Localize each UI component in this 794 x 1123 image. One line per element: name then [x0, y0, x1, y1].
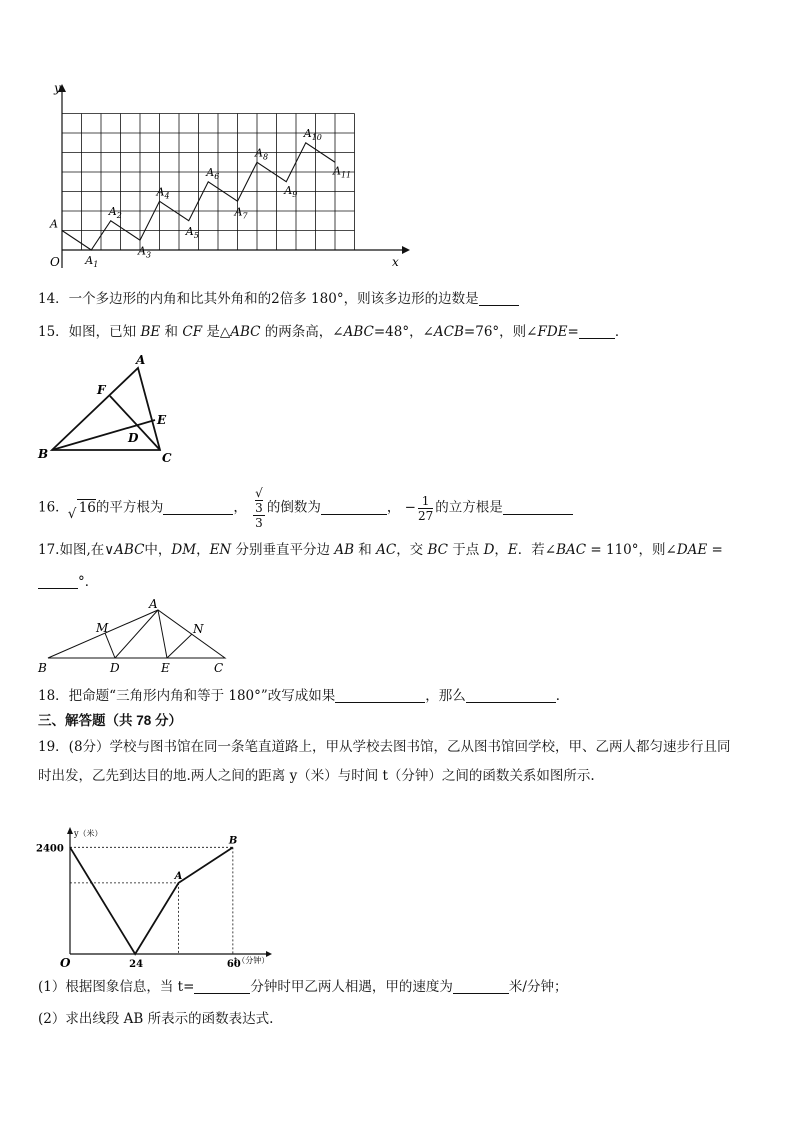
q16-blank-3[interactable] — [503, 500, 573, 515]
q17-label-m: M — [96, 621, 109, 635]
q16-fraction-1: √ 3 3 — [255, 486, 263, 530]
grid-point-label-a1: $A_1$ — [85, 254, 99, 269]
grid-point-label-a11: $A_{11}$ — [333, 164, 352, 180]
x-axis-arrow — [402, 246, 410, 254]
q15-answer-blank[interactable] — [579, 324, 615, 339]
q17-label-n: N — [193, 622, 204, 636]
grid-point-label-a10: $A_{10}$ — [303, 126, 322, 142]
question-18: 18．把命题“三角形内角和等于 180°”改写成如果 ，那么 ． — [38, 688, 570, 704]
grid-point-label-a4: $A_4$ — [156, 185, 170, 201]
q16-sqrt: √ 16 — [67, 499, 96, 522]
x-tick-label-60: 60 — [226, 959, 241, 970]
origin-label: O — [50, 255, 60, 269]
grid-figure — [40, 78, 420, 273]
q16-blank-2[interactable] — [321, 500, 387, 515]
chart-x-label: t（分钟） — [234, 956, 270, 965]
point-label-b: B — [228, 835, 238, 847]
q15-label-a: A — [136, 353, 146, 367]
chart-series-line — [70, 847, 233, 954]
q15-label-c: C — [162, 451, 172, 465]
q17-label-e: E — [161, 661, 170, 675]
q17-triangle-figure — [30, 596, 240, 678]
q15-label-d: D — [128, 431, 139, 445]
section-3-title: 三、解答题（共 78 分） — [38, 713, 183, 728]
question-17-line2: °． — [38, 572, 98, 592]
q17-label-b: B — [38, 661, 47, 675]
grid-point-label-a: A — [50, 217, 58, 231]
grid-point-label-a6: $A_6$ — [206, 165, 220, 181]
q17-answer-blank[interactable] — [38, 574, 78, 589]
q14-answer-blank[interactable] — [479, 291, 519, 306]
q15-label-b: B — [38, 447, 49, 461]
question-14 — [38, 289, 519, 309]
grid-point-label-a2: $A_2$ — [108, 204, 122, 220]
q16-blank-1[interactable] — [163, 500, 233, 515]
question-15: 15．如图，已知 BE 和 CF 是△ABC 的两条高，∠ABC=48°，∠ACB=76°，则∠FDE= ． — [38, 324, 629, 340]
q14-text: 14．一个多边形的内角和比其外角和的2倍多 180°，则该多边形的边数是 — [38, 291, 479, 307]
x-tick-label-24: 24 — [129, 959, 144, 970]
question-16: 16． √ 16的平方根为 ， √ 3 3 的倒数为 ， − $\frac{1}{27}$ 的立方根是 — [38, 486, 573, 530]
x-axis-label: x — [392, 255, 399, 269]
q19-blank-speed[interactable] — [453, 979, 509, 994]
chart-origin-label: O — [60, 956, 71, 970]
grid-point-label-a3: $A_3$ — [138, 244, 152, 260]
q19-line1: 19．(8分）学校与图书馆在同一条笔直道路上，甲从学校去图书馆，乙从图书馆回学校，甲、乙两人都匀速步行且同 — [38, 739, 731, 755]
q15-triangle-figure — [30, 348, 190, 468]
chart-y-label: y（米） — [74, 829, 103, 838]
grid-point-label-a7: $A_7$ — [234, 205, 248, 221]
q17-label-c: C — [214, 661, 224, 675]
q17-label-d: D — [110, 661, 120, 675]
q15-label-e: E — [157, 413, 167, 427]
grid-point-label-a5: $A_5$ — [185, 224, 199, 240]
question-17: 17.如图,在∨ABC中，DM，EN 分别垂直平分边 AB 和 AC，交 BC 于点 D，E．若∠BAC = 110°，则∠DAE = — [38, 542, 723, 558]
q17-label-a: A — [149, 597, 158, 611]
q15-label-f: F — [97, 383, 106, 397]
point-label-a: A — [174, 870, 183, 882]
y-tick-label-2400: 2400 — [36, 843, 64, 855]
grid-point-label-a8: $A_8$ — [255, 146, 269, 162]
chart-point-labels — [174, 835, 238, 882]
q19-subquestion-1: (1）根据图象信息，当 t= 分钟时甲乙两人相遇，甲的速度为 米/分钟； — [38, 979, 568, 995]
q19-blank-t[interactable] — [194, 979, 250, 994]
q18-blank-1[interactable] — [335, 688, 425, 703]
q19-distance-time-graph — [36, 822, 276, 972]
q19-subquestion-2: (2）求出线段 AB 所表示的函数表达式. — [38, 1011, 274, 1027]
q19-line2: 时出发，乙先到达目的地.两人之间的距离 y（米）与时间 t（分钟）之间的函数关系如图所示. — [38, 768, 595, 784]
q16-fraction-2: $\frac{1}{27}$ — [417, 493, 434, 523]
grid-point-label-a9: $A_9$ — [284, 183, 298, 199]
y-axis-label: y — [54, 81, 61, 95]
q18-blank-2[interactable] — [466, 688, 556, 703]
